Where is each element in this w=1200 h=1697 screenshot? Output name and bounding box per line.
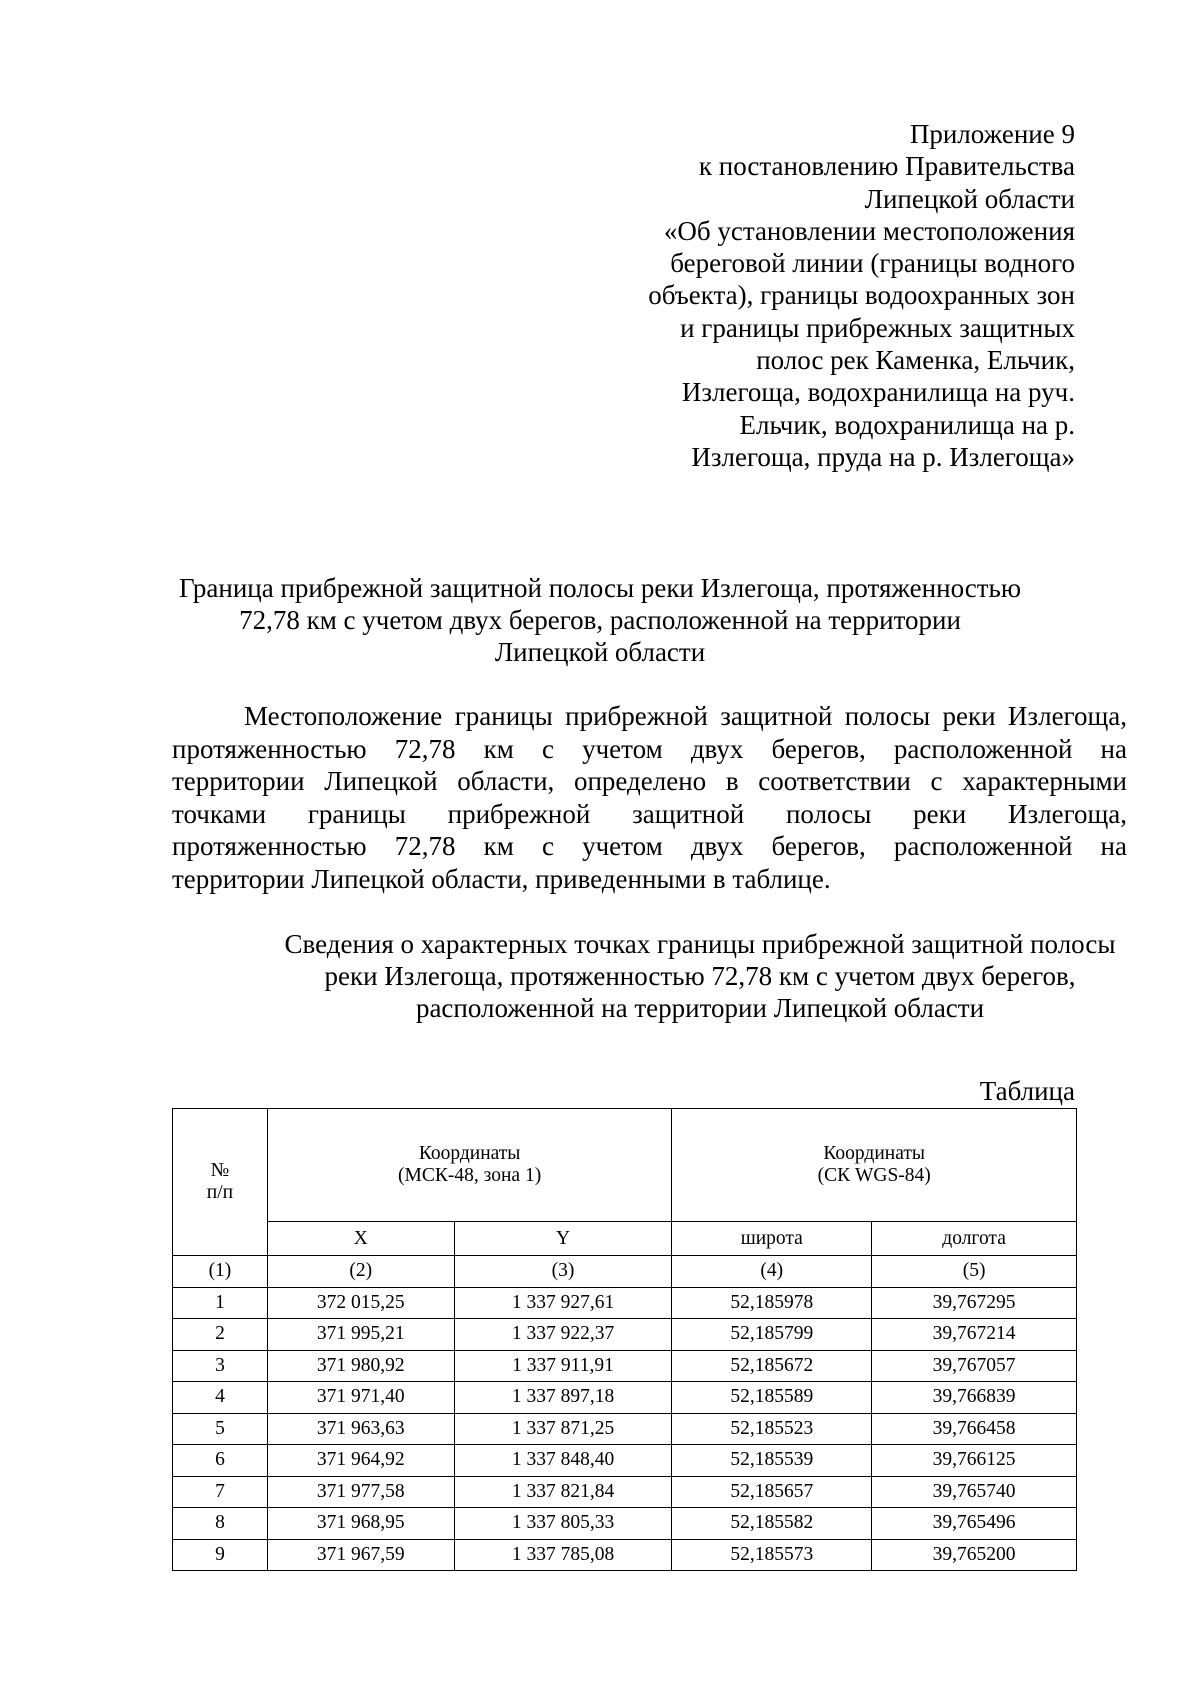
- header-msk48: [267, 1109, 671, 1222]
- table-row: [173, 1508, 1077, 1540]
- cell-x: 371 971,40: [267, 1382, 454, 1414]
- column-number: (4): [672, 1256, 872, 1288]
- cell-y: 1 337 897,18: [454, 1382, 672, 1414]
- header-msk48-line: Координаты: [418, 1143, 521, 1164]
- cell-longitude: 39,766839: [872, 1382, 1077, 1414]
- appendix-line: объекта), границы водоохранных зон: [648, 280, 1075, 311]
- cell-latitude: 52,185539: [672, 1445, 872, 1477]
- cell-longitude: 39,767295: [872, 1287, 1077, 1319]
- heading-line: 72,78 км с учетом двух берегов, расположенной на территории: [239, 605, 961, 635]
- header-y: Y: [454, 1222, 672, 1256]
- heading-line: Граница прибрежной защитной полосы реки Излегоща, протяженностью: [178, 573, 1022, 603]
- appendix-line: Излегоща, водохранилища на руч.: [681, 377, 1075, 408]
- header-latitude: широта: [672, 1222, 872, 1256]
- appendix-line: к постановлению Правительства: [698, 151, 1075, 182]
- document-heading: [160, 572, 1040, 668]
- header-number-line: п/п: [206, 1182, 234, 1203]
- cell-x: 371 980,92: [267, 1350, 454, 1382]
- header-wgs84-line: (СК WGS-84): [817, 1165, 931, 1186]
- cell-longitude: 39,766458: [872, 1413, 1077, 1445]
- cell-number: 4: [173, 1382, 268, 1414]
- appendix-line: полос рек Каменка, Ельчик,: [756, 345, 1075, 376]
- table-row: [173, 1539, 1077, 1571]
- cell-x: 371 968,95: [267, 1508, 454, 1540]
- column-number-row: [173, 1256, 1077, 1288]
- appendix-line: Приложение 9: [909, 119, 1075, 149]
- cell-number: 7: [173, 1476, 268, 1508]
- table-row: [173, 1382, 1077, 1414]
- header-x: X: [267, 1222, 454, 1256]
- cell-number: 1: [173, 1287, 268, 1319]
- table-title-line: расположенной на территории Липецкой области: [415, 993, 985, 1023]
- cell-latitude: 52,185573: [672, 1539, 872, 1571]
- appendix-block: [595, 118, 1075, 473]
- cell-number: 3: [173, 1350, 268, 1382]
- appendix-line: «Об установлении местоположения: [663, 215, 1075, 246]
- table-title-line: реки Излегоща, протяженностью 72,78 км с учетом двух берегов,: [324, 961, 1076, 991]
- table-row: [173, 1287, 1077, 1319]
- body-line: точками границы прибрежной защитной полосы реки Излегоща,: [172, 798, 1127, 829]
- cell-longitude: 39,765740: [872, 1476, 1077, 1508]
- cell-number: 6: [173, 1445, 268, 1477]
- cell-longitude: 39,765496: [872, 1508, 1077, 1540]
- cell-y: 1 337 785,08: [454, 1539, 672, 1571]
- column-number: (5): [872, 1256, 1077, 1288]
- body-line: протяженностью 72,78 км с учетом двух берегов, расположенной на: [172, 831, 1127, 861]
- appendix-line: и границы прибрежных защитных: [680, 312, 1075, 343]
- cell-number: 8: [173, 1508, 268, 1540]
- cell-latitude: 52,185672: [672, 1350, 872, 1382]
- cell-latitude: 52,185978: [672, 1287, 872, 1319]
- body-line: Местоположение границы прибрежной защитной полосы реки Излегоща,: [244, 701, 1127, 731]
- body-line: территории Липецкой области, приведенными в таблице.: [172, 863, 831, 894]
- table-caption: Таблица: [979, 1076, 1075, 1106]
- table-row: [173, 1350, 1077, 1382]
- coordinates-table: [172, 1108, 1077, 1571]
- appendix-line: Липецкой области: [864, 183, 1075, 214]
- header-number-line: №: [210, 1160, 230, 1181]
- cell-y: 1 337 871,25: [454, 1413, 672, 1445]
- body-line: протяженностью 72,78 км с учетом двух берегов, расположенной на: [172, 733, 1127, 764]
- header-msk48-line: (МСК-48, зона 1): [398, 1165, 542, 1186]
- cell-y: 1 337 805,33: [454, 1508, 672, 1540]
- header-wgs84: [672, 1109, 1077, 1222]
- header-number: [173, 1109, 268, 1256]
- header-longitude: долгота: [872, 1222, 1077, 1256]
- cell-latitude: 52,185657: [672, 1476, 872, 1508]
- cell-latitude: 52,185523: [672, 1413, 872, 1445]
- cell-number: 5: [173, 1413, 268, 1445]
- table-row: [173, 1319, 1077, 1351]
- cell-latitude: 52,185589: [672, 1382, 872, 1414]
- cell-x: 371 963,63: [267, 1413, 454, 1445]
- column-number: (3): [454, 1256, 672, 1288]
- appendix-line: береговой линии (границы водного: [670, 248, 1075, 279]
- cell-y: 1 337 922,37: [454, 1319, 672, 1351]
- appendix-line: Излегоща, пруда на р. Излегоща»: [691, 441, 1075, 472]
- heading-line: Липецкой области: [494, 637, 706, 667]
- table-row: [173, 1445, 1077, 1477]
- cell-x: 372 015,25: [267, 1287, 454, 1319]
- cell-y: 1 337 821,84: [454, 1476, 672, 1508]
- body-line: территории Липецкой области, определено в соответствии с характерными: [172, 766, 1127, 796]
- cell-latitude: 52,185799: [672, 1319, 872, 1351]
- cell-latitude: 52,185582: [672, 1508, 872, 1540]
- column-number: (1): [173, 1256, 268, 1288]
- appendix-line: Ельчик, водохранилища на р.: [739, 409, 1075, 440]
- cell-longitude: 39,765200: [872, 1539, 1077, 1571]
- cell-longitude: 39,766125: [872, 1445, 1077, 1477]
- cell-x: 371 964,92: [267, 1445, 454, 1477]
- cell-x: 371 977,58: [267, 1476, 454, 1508]
- body-paragraph: [172, 700, 1127, 895]
- cell-x: 371 995,21: [267, 1319, 454, 1351]
- header-wgs84-line: Координаты: [823, 1143, 925, 1164]
- cell-y: 1 337 927,61: [454, 1287, 672, 1319]
- cell-number: 2: [173, 1319, 268, 1351]
- table-row: [173, 1476, 1077, 1508]
- table-row: [173, 1413, 1077, 1445]
- cell-longitude: 39,767214: [872, 1319, 1077, 1351]
- column-number: (2): [267, 1256, 454, 1288]
- cell-y: 1 337 848,40: [454, 1445, 672, 1477]
- table-title: [240, 928, 1160, 1024]
- cell-longitude: 39,767057: [872, 1350, 1077, 1382]
- cell-x: 371 967,59: [267, 1539, 454, 1571]
- table-title-line: Сведения о характерных точках границы прибрежной защитной полосы: [284, 929, 1116, 959]
- cell-y: 1 337 911,91: [454, 1350, 672, 1382]
- cell-number: 9: [173, 1539, 268, 1571]
